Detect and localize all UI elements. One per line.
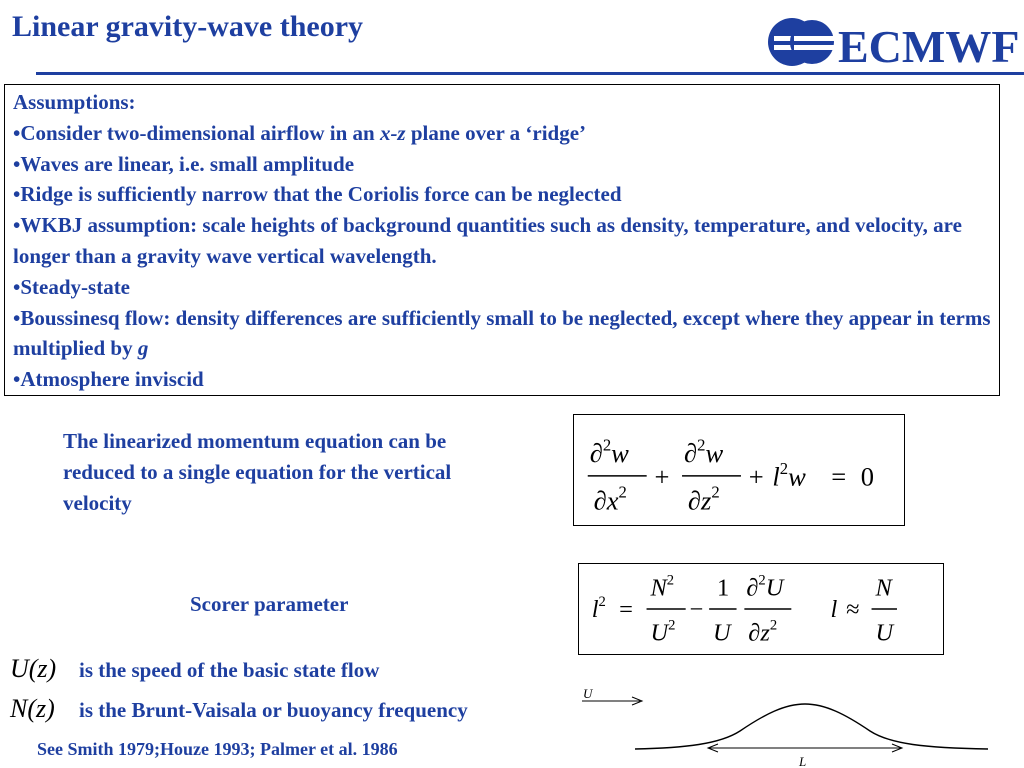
page-title: Linear gravity-wave theory bbox=[12, 10, 364, 43]
svg-text:U2: $U^2$ bbox=[650, 617, 676, 647]
assumptions-box bbox=[4, 84, 1000, 396]
svg-text:∂z2: $\partial z^2$ bbox=[687, 482, 720, 516]
n-description: is the Brunt-Vaisala or buoyancy frequency bbox=[79, 698, 468, 722]
svg-text:+: + bbox=[654, 461, 670, 492]
assumption-text: Consider two-dimensional airflow in an bbox=[20, 120, 380, 145]
references: See Smith 1979;Houze 1993; Palmer et al. 1986 bbox=[37, 739, 398, 759]
svg-text:1: 1 bbox=[716, 574, 730, 602]
u-description: is the speed of the basic state flow bbox=[79, 658, 380, 682]
assumption-italic: x-z bbox=[379, 120, 406, 145]
assumption-text: Atmosphere inviscid bbox=[20, 367, 204, 392]
svg-text:0: 0 bbox=[860, 461, 875, 492]
svg-text:N2: $N^2$ bbox=[650, 572, 675, 602]
title-rule bbox=[36, 72, 1024, 75]
scorer-equation bbox=[578, 563, 944, 655]
assumption-text: Ridge is sufficiently narrow that the Coriolis force can be neglected bbox=[20, 182, 622, 207]
ecmwf-logo bbox=[764, 14, 1024, 70]
svg-text:∂x2: $\partial x^2$ bbox=[593, 482, 627, 516]
assumption-text: WKBJ assumption: scale heights of background quantities such as density, temperature, and velocity, are longer than a gravity wave vertical wavelength. bbox=[13, 213, 962, 268]
ridge-diagram bbox=[580, 686, 1000, 768]
assumption-text-post: plane over a ‘ridge’ bbox=[405, 120, 587, 145]
assumption-item bbox=[13, 210, 991, 272]
svg-text:∂z2: $\partial z^2$ bbox=[748, 617, 778, 647]
svg-text:≈: ≈ bbox=[846, 595, 860, 623]
svg-text:∂2w: ∂$^2$w bbox=[684, 435, 724, 469]
svg-text:l: l bbox=[830, 595, 838, 623]
assumption-italic: g bbox=[137, 336, 149, 361]
assumptions-list bbox=[13, 118, 991, 395]
flow-label: U bbox=[583, 686, 593, 701]
momentum-text: The linearized momentum equation can be reduced to a single equation for the vertical velocity bbox=[63, 429, 452, 515]
scorer-label: Scorer parameter bbox=[190, 592, 349, 616]
assumption-item bbox=[13, 118, 991, 149]
assumption-item bbox=[13, 272, 991, 303]
assumption-text: Waves are linear, i.e. small amplitude bbox=[20, 151, 355, 176]
width-label: L bbox=[799, 754, 807, 768]
svg-text:=: = bbox=[619, 595, 633, 623]
svg-text:U: U bbox=[713, 619, 731, 647]
assumption-item bbox=[13, 364, 991, 395]
ridge-profile bbox=[635, 704, 988, 749]
assumption-text: Boussinesq flow: density differences are sufficiently small to be neglected, except where they appear in terms multiplied by bbox=[13, 305, 991, 361]
assumption-text: Steady-state bbox=[20, 274, 131, 299]
assumption-item bbox=[13, 179, 991, 210]
svg-text:+: + bbox=[748, 461, 764, 492]
assumption-item bbox=[13, 303, 991, 365]
assumptions-heading: Assumptions: bbox=[13, 90, 136, 114]
n-symbol: N(z) bbox=[10, 694, 55, 723]
svg-text:−: − bbox=[689, 595, 704, 623]
logo-text: ECMWF bbox=[838, 21, 1020, 70]
logo-emblem bbox=[768, 18, 834, 66]
svg-text:∂2U: ∂$^2$U bbox=[746, 572, 784, 602]
svg-text:N: N bbox=[875, 574, 892, 602]
vertical-velocity-equation bbox=[573, 414, 905, 526]
svg-text:l2: $l^2$ bbox=[591, 594, 606, 623]
svg-text:U: U bbox=[875, 619, 894, 647]
svg-text:∂2w: ∂$^2$w bbox=[589, 435, 629, 469]
svg-text:l2w: $l^2w$ bbox=[772, 458, 806, 492]
svg-text:=: = bbox=[831, 461, 847, 492]
u-symbol: U(z) bbox=[10, 654, 57, 683]
assumption-item bbox=[13, 149, 991, 180]
